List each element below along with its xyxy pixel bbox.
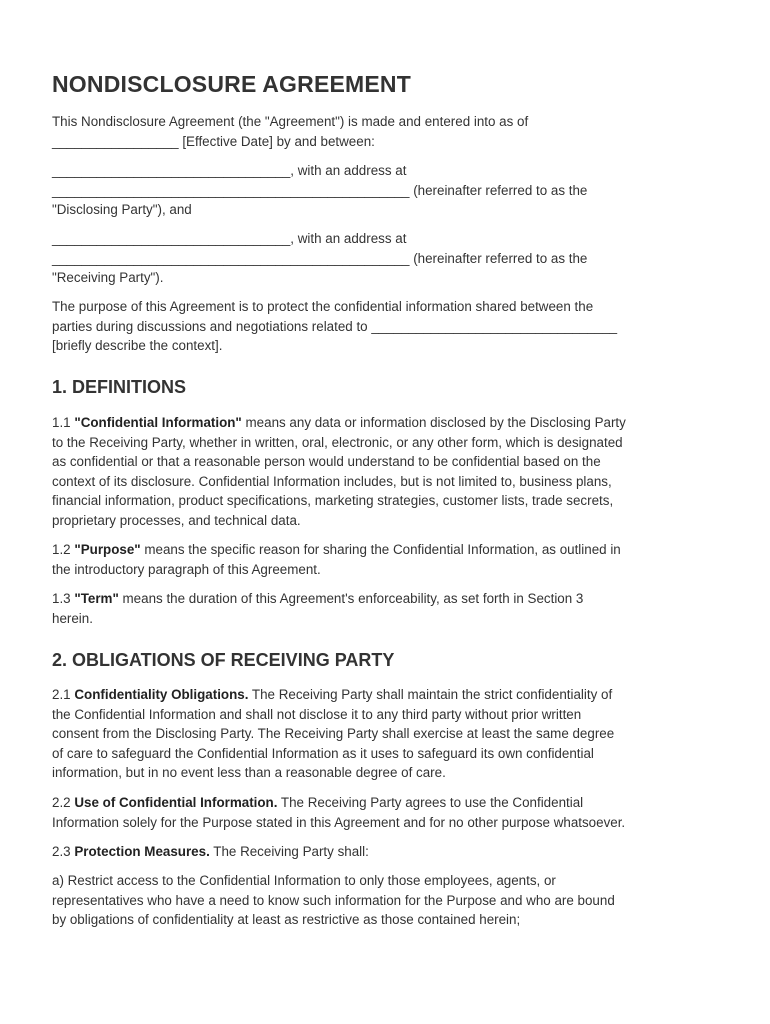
- disclosing-party-line: "Disclosing Party"), and: [52, 202, 192, 218]
- definition-1-1: [52, 413, 722, 531]
- disclosing-party-paragraph: [52, 161, 722, 220]
- clause-text: Information solely for the Purpose stated in this Agreement and for no other purpose whatsoever.: [52, 814, 626, 830]
- purpose-paragraph: [52, 297, 722, 356]
- clause-text: the introductory paragraph of this Agreement.: [52, 561, 321, 577]
- clause-title: Use of Confidential Information.: [74, 795, 278, 810]
- section-heading-obligations: 2. OBLIGATIONS OF RECEIVING PARTY: [52, 650, 395, 670]
- defined-term: "Purpose": [74, 542, 141, 557]
- purpose-line: [briefly describe the context].: [52, 338, 223, 354]
- intro-paragraph: [52, 112, 722, 151]
- definition-1-3: [52, 589, 722, 628]
- clause-number: 1.3: [52, 591, 71, 606]
- receiving-party-paragraph: [52, 229, 722, 288]
- clause-text: proprietary processes, and technical data.: [52, 512, 301, 528]
- obligation-2-3: [52, 842, 722, 862]
- document-title: NONDISCLOSURE AGREEMENT: [52, 71, 411, 97]
- clause-text: The Receiving Party shall:: [209, 844, 369, 859]
- clause-text: financial information, product specifications, marketing strategies, customer lists, trade secrets,: [52, 493, 614, 509]
- intro-line: This Nondisclosure Agreement (the "Agreement") is made and entered into as of: [52, 114, 529, 129]
- defined-term: "Term": [74, 591, 119, 606]
- disclosing-party-line: ________________________________________________ (hereinafter referred to as the: [52, 182, 588, 198]
- clause-number: 1.2: [52, 542, 71, 557]
- clause-text: means the specific reason for sharing the Confidential Information, as outlined in: [140, 542, 621, 557]
- clause-text: the Confidential Information and shall not disclose it to any third party without prior written: [52, 706, 582, 722]
- intro-line: _________________ [Effective Date] by and between:: [52, 133, 375, 149]
- clause-text: context of its disclosure. Confidential Information includes, but is not limited to, business plans,: [52, 473, 612, 489]
- clause-text: to the Receiving Party, whether in written, oral, electronic, or any other form, which is designated: [52, 434, 623, 450]
- obligation-2-3-a: [52, 871, 722, 930]
- clause-text: The Receiving Party agrees to use the Confidential: [277, 795, 584, 810]
- purpose-line: parties during discussions and negotiations related to _________________________________: [52, 318, 618, 334]
- purpose-line: The purpose of this Agreement is to protect the confidential information shared between the: [52, 299, 594, 314]
- receiving-party-line: "Receiving Party").: [52, 270, 164, 286]
- clause-number: 2.3: [52, 844, 71, 859]
- clause-number: 1.1: [52, 415, 71, 430]
- clause-number: 2.1: [52, 687, 71, 702]
- obligation-2-2: [52, 793, 722, 832]
- defined-term: "Confidential Information": [74, 415, 242, 430]
- receiving-party-line: ________________________________, with an address at: [52, 231, 407, 246]
- clause-text: means the duration of this Agreement's enforceability, as set forth in Section 3: [118, 591, 584, 606]
- definition-1-2: [52, 540, 722, 579]
- clause-text: of care to safeguard the Confidential Information as it uses to safeguard its own confidential: [52, 745, 594, 761]
- disclosing-party-line: ________________________________, with an address at: [52, 163, 407, 178]
- clause-text: representatives who have a need to know such information for the Purpose and who are bound: [52, 892, 615, 908]
- clause-text: herein.: [52, 610, 93, 626]
- receiving-party-line: ________________________________________________ (hereinafter referred to as the: [52, 250, 588, 266]
- clause-text: information, but in no event less than a reasonable degree of care.: [52, 765, 446, 781]
- clause-text: The Receiving Party shall maintain the strict confidentiality of: [248, 687, 613, 702]
- clause-text: consent from the Disclosing Party. The Receiving Party shall exercise at least the same degree: [52, 726, 615, 742]
- clause-text: means any data or information disclosed by the Disclosing Party: [241, 415, 626, 430]
- clause-title: Protection Measures.: [74, 844, 210, 859]
- clause-title: Confidentiality Obligations.: [74, 687, 249, 702]
- clause-text: as confidential or that a reasonable person would understand to be confidential based on the: [52, 454, 601, 470]
- clause-text: by obligations of confidentiality at least as restrictive as those contained herein;: [52, 912, 521, 928]
- clause-number: 2.2: [52, 795, 71, 810]
- section-heading-definitions: 1. DEFINITIONS: [52, 377, 187, 397]
- clause-text: a) Restrict access to the Confidential Information to only those employees, agents, or: [52, 873, 556, 888]
- obligation-2-1: [52, 685, 722, 783]
